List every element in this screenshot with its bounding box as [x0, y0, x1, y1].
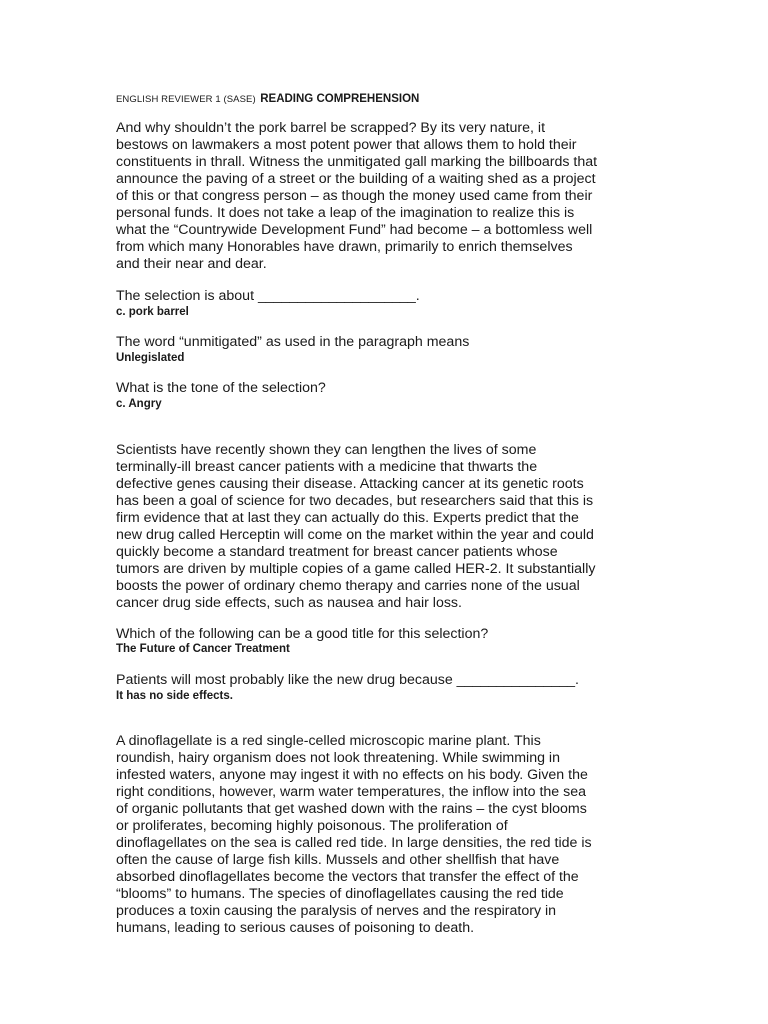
- passage-line: of organic pollutants that get washed down with the rains – the cyst blooms: [116, 801, 587, 817]
- question-patients-like-drug: Patients will most probably like the new drug because _______________.: [116, 672, 579, 688]
- passage-line: or proliferates, becoming highly poisonous. The proliferation of: [116, 818, 508, 834]
- answer-good-title: The Future of Cancer Treatment: [116, 643, 290, 655]
- passage-line: has been a goal of science for two decades, but researchers said that this is: [116, 493, 594, 509]
- answer-selection-about: c. pork barrel: [116, 306, 189, 318]
- question-unmitigated-meaning: The word “unmitigated” as used in the paragraph means: [116, 334, 470, 350]
- passage-line: infested waters, anyone may ingest it with no effects on his body. Given the: [116, 767, 588, 783]
- passage-line: “blooms” to humans. The species of dinoflagellates causing the red tide: [116, 886, 564, 902]
- question-good-title: Which of the following can be a good title for this selection?: [116, 626, 489, 642]
- answer-unmitigated-meaning: Unlegislated: [116, 352, 185, 364]
- passage-line: of this or that congress person – as though the money used came from their: [116, 188, 593, 204]
- passage-line: often the cause of large fish kills. Mussels and other shellfish that have: [116, 852, 560, 868]
- heading-reviewer-label: ENGLISH REVIEWER 1 (SASE): [116, 94, 256, 105]
- answer-patients-like-drug: It has no side effects.: [116, 690, 233, 702]
- passage-line: Scientists have recently shown they can lengthen the lives of some: [116, 442, 537, 458]
- passage-herceptin: [116, 442, 661, 612]
- passage-line: cancer drug side effects, such as nausea and hair loss.: [116, 595, 462, 611]
- document-heading: [116, 89, 419, 107]
- heading-section-title: READING COMPREHENSION: [260, 93, 420, 105]
- passage-line: boosts the power of ordinary chemo therapy and carries none of the usual: [116, 578, 580, 594]
- passage-dinoflagellate: [116, 733, 661, 937]
- question-selection-about: The selection is about ____________________.: [116, 288, 420, 304]
- passage-line: announce the paving of a street or the building of a waiting shed as a project: [116, 171, 596, 187]
- answer-tone: c. Angry: [116, 398, 162, 410]
- question-tone: What is the tone of the selection?: [116, 380, 326, 396]
- passage-line: humans, leading to serious causes of poisoning to death.: [116, 920, 475, 936]
- passage-line: terminally-ill breast cancer patients with a medicine that thwarts the: [116, 459, 538, 475]
- passage-line: And why shouldn’t the pork barrel be scrapped? By its very nature, it: [116, 120, 546, 136]
- passage-line: dinoflagellates on the sea is called red tide. In large densities, the red tide is: [116, 835, 592, 851]
- passage-line: personal funds. It does not take a leap of the imagination to realize this is: [116, 205, 575, 221]
- passage-line: and their near and dear.: [116, 256, 267, 272]
- passage-line: absorbed dinoflagellates become the vectors that transfer the effect of the: [116, 869, 579, 885]
- passage-line: constituents in thrall. Witness the unmitigated gall marking the billboards that: [116, 154, 598, 170]
- passage-line: bestows on lawmakers a most potent power that allows them to hold their: [116, 137, 577, 153]
- passage-line: new drug called Herceptin will come on the market within the year and could: [116, 527, 594, 543]
- passage-line: tumors are driven by multiple copies of a game called HER-2. It substantially: [116, 561, 596, 577]
- passage-line: roundish, hairy organism does not look threatening. While swimming in: [116, 750, 560, 766]
- passage-line: A dinoflagellate is a red single-celled microscopic marine plant. This: [116, 733, 541, 749]
- passage-line: from which many Honorables have drawn, primarily to enrich themselves: [116, 239, 573, 255]
- passage-line: what the “Countrywide Development Fund” had become – a bottomless well: [116, 222, 593, 238]
- passage-line: firm evidence that at last they can actually do this. Experts predict that the: [116, 510, 579, 526]
- passage-line: quickly become a standard treatment for breast cancer patients whose: [116, 544, 558, 560]
- passage-pork-barrel: [116, 120, 661, 273]
- passage-line: right conditions, however, warm water temperatures, the inflow into the sea: [116, 784, 586, 800]
- passage-line: defective genes causing their disease. Attacking cancer at its genetic roots: [116, 476, 584, 492]
- passage-line: produces a toxin causing the paralysis of nerves and the respiratory in: [116, 903, 557, 919]
